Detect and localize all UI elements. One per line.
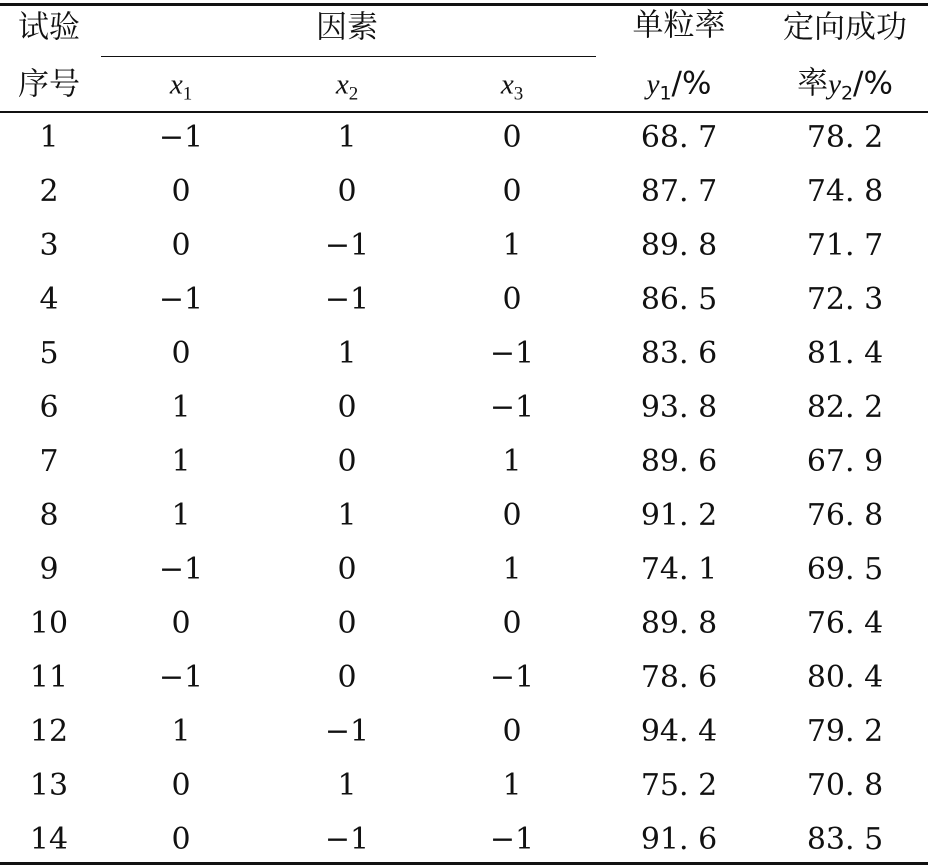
bottom-rule [0, 862, 928, 865]
x3-value: 0 [502, 714, 522, 749]
x1-value: −1 [158, 282, 204, 317]
y2-subscript: 2 [840, 82, 854, 105]
x3-value: 0 [502, 282, 522, 317]
y2-value: 81. 4 [806, 336, 884, 371]
y1-value: 75. 2 [640, 768, 718, 803]
y1-value: 89. 6 [640, 444, 718, 479]
x3-value: 0 [502, 606, 522, 641]
x1-value: 0 [171, 174, 191, 209]
x1-value: 1 [171, 498, 191, 533]
y2-value: 70. 8 [806, 768, 884, 803]
x1-value: −1 [158, 120, 204, 155]
x1-value: 1 [171, 444, 191, 479]
x2-subscript: 2 [348, 83, 359, 105]
trial-number: 1 [39, 120, 59, 155]
trial-number: 2 [39, 174, 59, 209]
y1-value: 94. 4 [640, 714, 718, 749]
x2-value: −1 [324, 282, 370, 317]
x2-value: 0 [337, 552, 357, 587]
header-x3 [500, 68, 524, 105]
trial-number: 8 [39, 498, 59, 533]
x1-value: 0 [171, 336, 191, 371]
x2-value: −1 [324, 228, 370, 263]
y1-value: 68. 7 [640, 120, 718, 155]
x2-value: 0 [337, 660, 357, 695]
x2-value: 0 [337, 606, 357, 641]
trial-number: 6 [39, 390, 59, 425]
trial-number: 3 [39, 228, 59, 263]
y2-value: 72. 3 [806, 282, 884, 317]
factor-group-rule [101, 56, 596, 57]
x2-value: 1 [337, 498, 357, 533]
x1-value: 0 [171, 228, 191, 263]
y1-symbol: y [646, 68, 660, 101]
y1-value: 89. 8 [640, 228, 718, 263]
x3-symbol: x [500, 68, 514, 101]
x3-value: 0 [502, 498, 522, 533]
x3-value: −1 [489, 390, 535, 425]
x1-value: 0 [171, 606, 191, 641]
header-trial-line2: 序号 [18, 66, 80, 103]
header-y2-line1: 定向成功 [783, 9, 907, 46]
trial-number: 10 [29, 606, 69, 641]
x3-value: 0 [502, 120, 522, 155]
header-y1-line1: 单粒率 [632, 7, 726, 44]
x3-subscript: 3 [513, 83, 524, 105]
x1-value: 1 [171, 390, 191, 425]
x1-value: −1 [158, 660, 204, 695]
y1-value: 87. 7 [640, 174, 718, 209]
x1-subscript: 1 [182, 83, 193, 105]
header-y1-line2 [646, 65, 712, 105]
trial-number: 11 [29, 660, 69, 695]
x3-value: −1 [489, 660, 535, 695]
x3-value: 1 [502, 444, 522, 479]
header-trial-line1: 试验 [18, 9, 80, 46]
y2-value: 67. 9 [806, 444, 884, 479]
trial-number: 9 [39, 552, 59, 587]
y1-unit: /% [671, 65, 712, 102]
y2-value: 71. 7 [806, 228, 884, 263]
y2-value: 74. 8 [806, 174, 884, 209]
header-bottom-rule [0, 111, 928, 113]
header-factor-group: 因素 [316, 9, 378, 46]
y2-unit: /% [853, 65, 893, 102]
x2-value: 0 [337, 444, 357, 479]
y2-value: 82. 2 [806, 390, 884, 425]
x2-symbol: x [335, 68, 349, 101]
x2-value: 1 [337, 336, 357, 371]
x2-value: −1 [324, 714, 370, 749]
x2-value: 0 [337, 174, 357, 209]
x2-value: 0 [337, 390, 357, 425]
trial-number: 7 [39, 444, 59, 479]
header-y2-line2 [797, 65, 893, 105]
y1-value: 78. 6 [640, 660, 718, 695]
y2-value: 78. 2 [806, 120, 884, 155]
x1-value: 1 [171, 714, 191, 749]
x3-value: 0 [502, 174, 522, 209]
y1-value: 83. 6 [640, 336, 718, 371]
trial-number: 5 [39, 336, 59, 371]
x1-value: −1 [158, 552, 204, 587]
trial-number: 13 [29, 768, 69, 803]
x2-value: 1 [337, 768, 357, 803]
x3-value: 1 [502, 552, 522, 587]
y2-value: 83. 5 [806, 822, 884, 857]
x1-value: 0 [171, 768, 191, 803]
y2-symbol: y [828, 68, 841, 101]
y1-value: 93. 8 [640, 390, 718, 425]
y2-value: 79. 2 [806, 714, 884, 749]
x2-value: −1 [324, 822, 370, 857]
x1-symbol: x [169, 68, 183, 101]
y2-prefix: 率 [797, 65, 829, 102]
trial-number: 12 [29, 714, 69, 749]
y1-value: 89. 8 [640, 606, 718, 641]
y2-value: 69. 5 [806, 552, 884, 587]
top-rule [0, 3, 928, 6]
y1-value: 86. 5 [640, 282, 718, 317]
y1-value: 91. 2 [640, 498, 718, 533]
y1-subscript: 1 [659, 82, 672, 105]
header-x1 [169, 68, 193, 105]
trial-number: 4 [39, 282, 59, 317]
y1-value: 74. 1 [640, 552, 718, 587]
x3-value: 1 [502, 228, 522, 263]
x1-value: 0 [171, 822, 191, 857]
trial-number: 14 [29, 822, 69, 857]
y1-value: 91. 6 [640, 822, 718, 857]
y2-value: 80. 4 [806, 660, 884, 695]
x2-value: 1 [337, 120, 357, 155]
header-x2 [335, 68, 359, 105]
y2-value: 76. 4 [806, 606, 884, 641]
x3-value: −1 [489, 336, 535, 371]
x3-value: 1 [502, 768, 522, 803]
x3-value: −1 [489, 822, 535, 857]
y2-value: 76. 8 [806, 498, 884, 533]
